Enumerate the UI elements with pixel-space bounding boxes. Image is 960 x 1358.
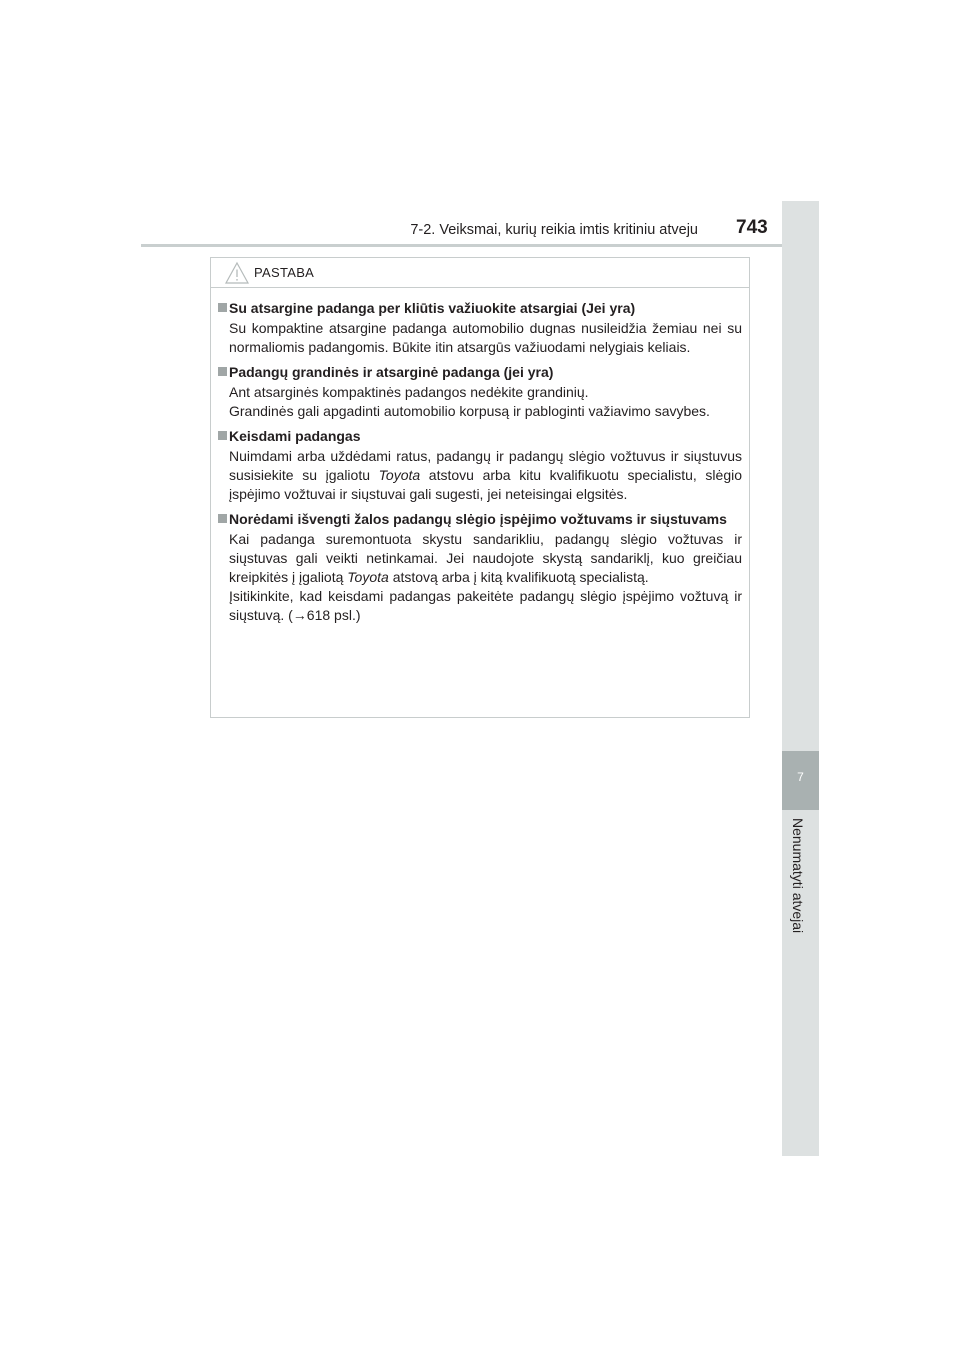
brand-name: Toyota bbox=[378, 467, 421, 483]
square-bullet-icon bbox=[218, 367, 227, 376]
square-bullet-icon bbox=[218, 514, 227, 523]
square-bullet-icon bbox=[218, 303, 227, 312]
notice-item bbox=[218, 427, 742, 504]
item-heading: Su atsargine padanga per kliūtis važiuokite atsargiai (Jei yra) bbox=[218, 299, 742, 317]
item-text: Įsitikinkite, kad keisdami padangas pakeitėte padangų slėgio įspėjimo vožtuvą ir siųstuvą. (→618 psl.) bbox=[229, 588, 742, 623]
brand-name: Toyota bbox=[347, 569, 389, 585]
item-text: Ant atsarginės kompaktinės padangos nedėkite grandinių. bbox=[229, 384, 589, 400]
notice-header bbox=[211, 258, 749, 288]
page-number: 743 bbox=[736, 217, 768, 238]
item-text: Grandinės gali apgadinti automobilio korpusą ir pabloginti važiavimo savybes. bbox=[229, 403, 710, 419]
item-text: Kai padanga suremontuota skystu sandarikliu, padangų slėgio vožtuvas ir siųstuvas gali veikti netinkamai. Jei naudojote skystą sandariklį, kuo greičiau kreipkitės į įgaliotą Toyota atstovą arba į kitą kvalifikuotą specialistą. bbox=[229, 531, 742, 585]
warning-triangle-icon bbox=[224, 261, 250, 285]
item-text: Nuimdami arba uždėdami ratus, padangų ir padangų slėgio vožtuvus ir siųstuvus susisiekite su įgaliotu Toyota atstovu arba kitu kvalifikuotu specialistu, slėgio įspėjimo vožtuvai ir siųstuvai gali sugesti, jei neteisingai elgsitės. bbox=[229, 448, 743, 502]
notice-title: PASTABA bbox=[254, 265, 315, 280]
notice-box bbox=[210, 257, 750, 718]
notice-body bbox=[211, 288, 749, 625]
square-bullet-icon bbox=[218, 431, 227, 440]
chapter-number: 7 bbox=[797, 770, 804, 784]
item-heading: Padangų grandinės ir atsarginė padanga (jei yra) bbox=[218, 363, 742, 381]
section-title: 7-2. Veiksmai, kurių reikia imtis kritiniu atveju bbox=[410, 222, 698, 238]
chapter-side-tab bbox=[782, 201, 819, 1156]
notice-item bbox=[218, 363, 742, 421]
item-text: Su kompaktine atsargine padanga automobilio dugnas nusileidžia žemiau nei su normaliomis padangomis. Būkite itin atsargūs važiuodami nelygiais keliais. bbox=[229, 320, 742, 355]
chapter-label: Nenumatyti atvejai bbox=[790, 818, 806, 934]
item-heading: Keisdami padangas bbox=[218, 427, 742, 445]
notice-item bbox=[218, 510, 742, 625]
notice-item bbox=[218, 299, 742, 357]
header-rule bbox=[141, 244, 819, 247]
item-heading: Norėdami išvengti žalos padangų slėgio įspėjimo vožtuvams ir siųstuvams bbox=[218, 510, 742, 528]
